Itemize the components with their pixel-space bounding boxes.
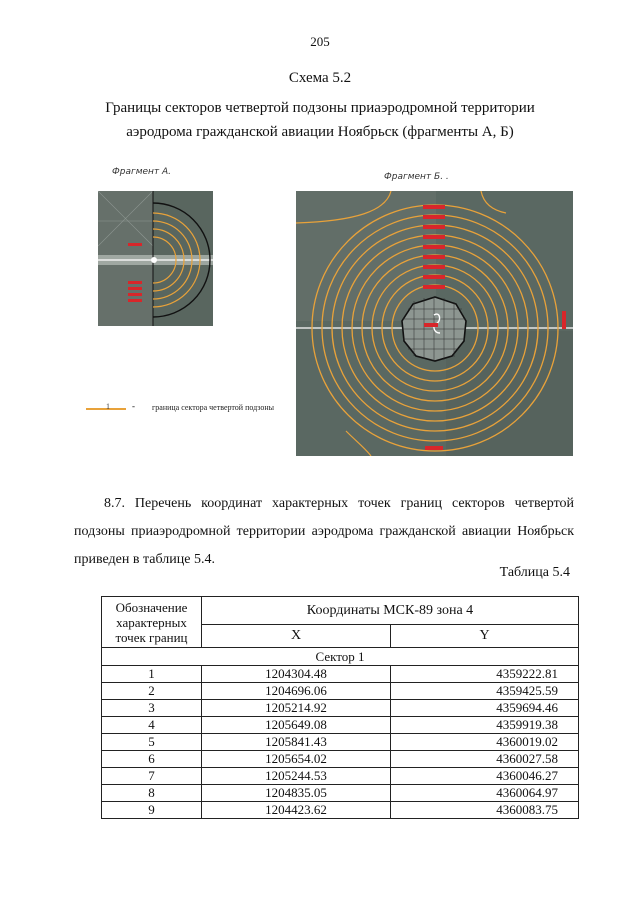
fragment-b-map <box>296 191 573 456</box>
scheme-caption: Границы секторов четвертой подзоны приаэродромной территории аэродрома гражданской авиации Ноябрьск (фрагменты А, Б) <box>105 100 535 140</box>
y-cell: 4359222.81 <box>391 666 579 683</box>
table-row <box>102 785 579 802</box>
body-paragraph: 8.7. Перечень координат характерных точек границ секторов четвертой подзоны приаэродромной территории аэродрома гражданской авиации Ноябрьск приведен в таблице 5.4. <box>74 496 574 567</box>
table-row <box>102 683 579 700</box>
table-row <box>102 666 579 683</box>
header-x: X <box>202 625 391 648</box>
fragment-a-map <box>98 191 213 326</box>
legend-marker: 1 <box>106 402 110 411</box>
page-number: 205 <box>310 34 330 49</box>
y-cell: 4359425.59 <box>391 683 579 700</box>
point-cell: 4 <box>102 717 202 734</box>
header-coordinate-system: Координаты МСК-89 зона 4 <box>202 597 579 625</box>
x-cell: 1205244.53 <box>202 768 391 785</box>
x-cell: 1205214.92 <box>202 700 391 717</box>
x-cell: 1204304.48 <box>202 666 391 683</box>
point-cell: 1 <box>102 666 202 683</box>
y-cell: 4360027.58 <box>391 751 579 768</box>
point-cell: 3 <box>102 700 202 717</box>
sector-label: Сектор 1 <box>102 648 579 666</box>
table-row <box>102 734 579 751</box>
fragment-b-drawing <box>296 191 573 456</box>
header-y: Y <box>391 625 579 648</box>
legend-dash: - <box>132 401 135 411</box>
table-row <box>102 700 579 717</box>
table-row <box>102 717 579 734</box>
point-cell: 5 <box>102 734 202 751</box>
table-row <box>102 751 579 768</box>
point-cell: 6 <box>102 751 202 768</box>
coordinates-table <box>101 596 579 819</box>
point-cell: 7 <box>102 768 202 785</box>
fragment-b-label: Фрагмент Б. . <box>384 172 449 182</box>
scheme-title: Схема 5.2 <box>288 70 352 86</box>
table-row <box>102 802 579 819</box>
point-cell: 2 <box>102 683 202 700</box>
point-cell: 8 <box>102 785 202 802</box>
x-cell: 1204696.06 <box>202 683 391 700</box>
y-cell: 4359919.38 <box>391 717 579 734</box>
y-cell: 4360046.27 <box>391 768 579 785</box>
x-cell: 1205654.02 <box>202 751 391 768</box>
fragment-a-drawing <box>98 191 213 326</box>
x-cell: 1205649.08 <box>202 717 391 734</box>
fragment-a-label: Фрагмент А. <box>112 167 172 177</box>
x-cell: 1204835.05 <box>202 785 391 802</box>
table-row <box>102 768 579 785</box>
y-cell: 4360064.97 <box>391 785 579 802</box>
table-label: Таблица 5.4 <box>499 565 570 580</box>
legend <box>86 398 296 420</box>
x-cell: 1204423.62 <box>202 802 391 819</box>
sector-row <box>102 648 579 666</box>
point-cell: 9 <box>102 802 202 819</box>
table-header-row <box>102 597 579 625</box>
x-cell: 1205841.43 <box>202 734 391 751</box>
y-cell: 4360019.02 <box>391 734 579 751</box>
y-cell: 4360083.75 <box>391 802 579 819</box>
y-cell: 4359694.46 <box>391 700 579 717</box>
legend-text: граница сектора четвертой подзоны <box>152 403 275 412</box>
header-designation: Обозначение характерных точек границ <box>102 597 202 648</box>
